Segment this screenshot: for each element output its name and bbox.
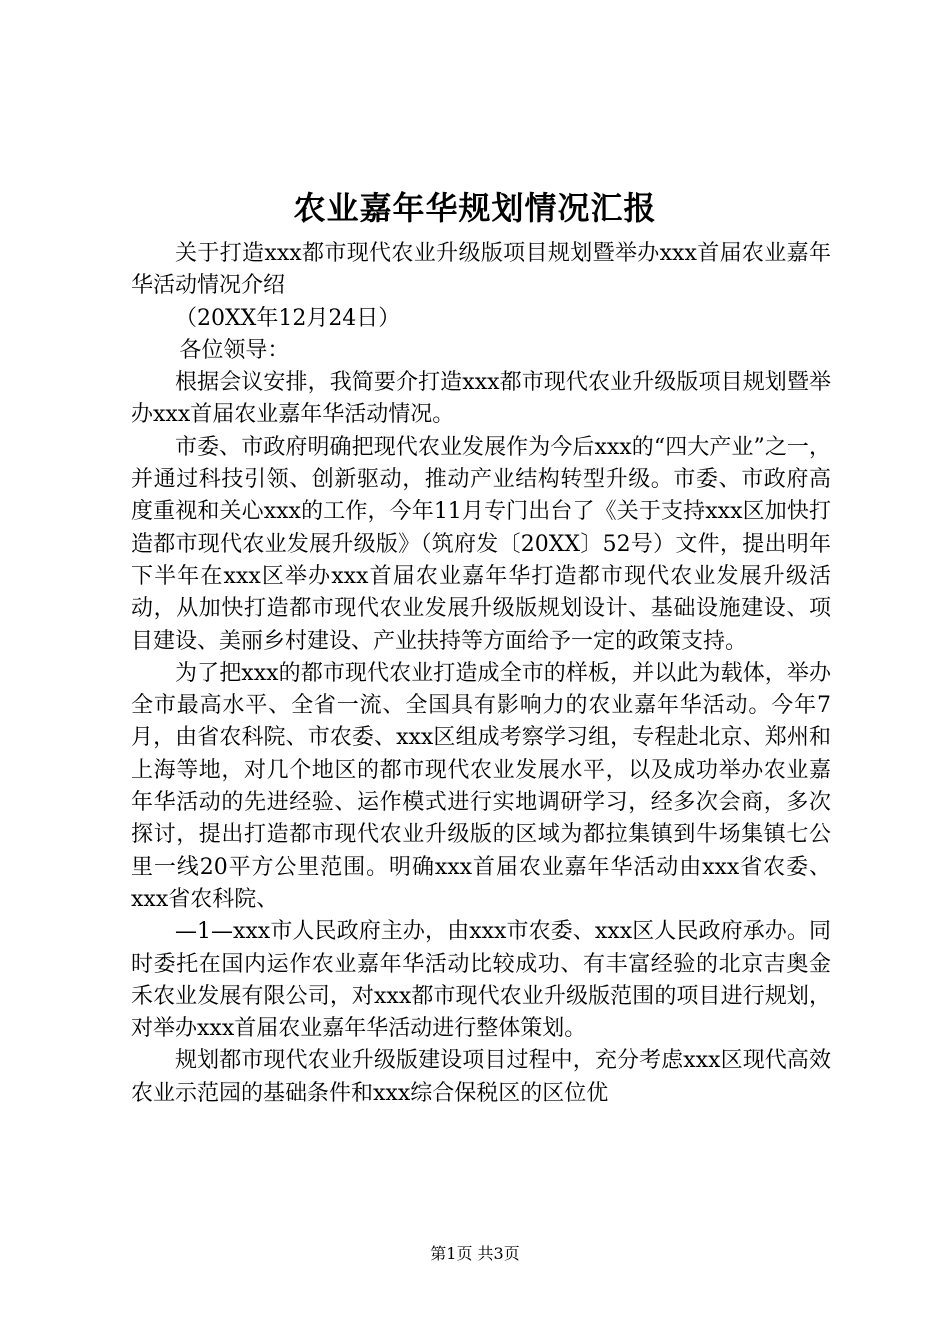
- paragraph-2: 市委、市政府明确把现代农业发展作为今后xxx的“四大产业”之一，并通过科技引领、创新驱动，推动产业结构转型升级。市委、市政府高度重视和关心xxx的工作，今年11月专门出台了《关于支持xxx区加快打造都市现代农业发展升级版》（筑府发〔20XX〕52号）文件，提出明年下半年在xxx区举办xxx首届农业嘉年华打造都市现代农业发展升级活动，从加快打造都市现代农业发展升级版规划设计、基础设施建设、项目建设、美丽乡村建设、产业扶持等方面给予一定的政策支持。: [131, 434, 831, 654]
- paragraph-1: 根据会议安排，我简要介打造xxx都市现代农业升级版项目规划暨举办xxx首届农业嘉年华活动情况。: [131, 370, 831, 428]
- document-subtitle: 关于打造xxx都市现代农业升级版项目规划暨举办xxx首届农业嘉年华活动情况介绍: [131, 241, 831, 299]
- paragraph-3: 为了把xxx的都市现代农业打造成全市的样板，并以此为载体，举办全市最高水平、全省一流、全国具有影响力的农业嘉年华活动。今年7月，由省农科院、市农委、xxx区组成考察学习组，专程赴北京、郑州和上海等地，对几个地区的都市现代农业发展水平，以及成功举办农业嘉年华活动的先进经验、运作模式进行实地调研学习，经多次会商，多次探讨，提出打造都市现代农业升级版的区域为都拉集镇到牛场集镇七公里一线20平方公里范围。明确xxx首届农业嘉年华活动由xxx省农委、xxx省农科院、: [131, 660, 831, 912]
- document-date: （20XX年12月24日）: [175, 305, 401, 331]
- paragraph-4: —1—xxx市人民政府主办，由xxx市农委、xxx区人民政府承办。同时委托在国内运作农业嘉年华活动比较成功、有丰富经验的北京吉奥金禾农业发展有限公司，对xxx都市现代农业升级版范围的项目进行规划，对举办xxx首届农业嘉年华活动进行整体策划。: [131, 919, 831, 1042]
- salutation: 各位领导：: [179, 337, 290, 363]
- paragraph-5: 规划都市现代农业升级版建设项目过程中，充分考虑xxx区现代高效农业示范园的基础条件和xxx综合保税区的区位优: [131, 1048, 831, 1106]
- document-title: 农业嘉年华规划情况汇报: [293, 189, 657, 227]
- document-body: [131, 238, 831, 1110]
- page-footer: 第1页 共3页: [430, 1244, 520, 1263]
